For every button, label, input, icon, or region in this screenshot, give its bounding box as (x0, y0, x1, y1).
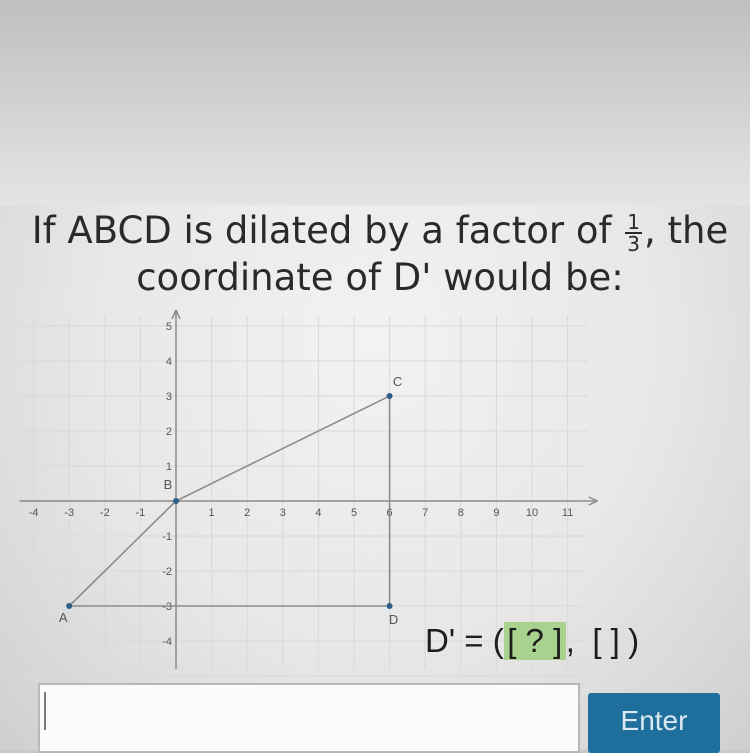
fraction-denominator: 3 (627, 231, 641, 256)
answer-separator: , (565, 622, 585, 659)
x-tick-label: 3 (279, 507, 286, 519)
y-tick-label: 3 (165, 391, 172, 403)
answer-prefix: D' = ( (425, 622, 504, 659)
fraction-numerator: 1 (627, 209, 641, 234)
y-tick-label: 1 (165, 461, 172, 473)
y-tick-label: 5 (165, 321, 172, 333)
y-tick-label: -1 (162, 531, 172, 543)
vertex-label-b: B (163, 477, 173, 492)
y-tick-label: 4 (165, 356, 172, 368)
x-tick-label: 5 (350, 507, 358, 519)
x-tick-label: -3 (64, 507, 75, 519)
vertex-point-b (173, 498, 179, 504)
question-text-after: , the coordinate of D' would be: (136, 209, 729, 299)
x-tick-label: 6 (386, 507, 393, 519)
question-text-before: If ABCD is dilated by a factor of (31, 209, 612, 252)
x-tick-label: 11 (561, 507, 574, 519)
vertex-label-c: C (392, 374, 403, 389)
x-tick-label: 8 (457, 507, 464, 519)
background-band (0, 0, 750, 205)
vertex-point-a (66, 603, 72, 609)
vertex-label-d: D (388, 612, 399, 627)
enter-button[interactable]: Enter (588, 693, 720, 753)
answer-expression (425, 622, 639, 660)
y-tick-label: -2 (162, 566, 172, 578)
x-tick-label: 7 (422, 507, 429, 519)
x-tick-label: -2 (99, 507, 110, 519)
question-text (30, 207, 730, 301)
x-tick-label: 2 (244, 507, 251, 519)
answer-suffix: ) (628, 622, 640, 659)
x-tick-label: 4 (315, 507, 322, 519)
answer-slot-y[interactable]: [ ] (592, 622, 620, 659)
dilation-factor-fraction (625, 209, 642, 256)
answer-slot-x[interactable]: [ ? ] (504, 622, 566, 660)
x-tick-label: 10 (525, 507, 539, 519)
x-tick-label: -4 (28, 507, 39, 519)
x-tick-label: 9 (493, 507, 500, 519)
vertex-point-d (387, 603, 393, 609)
y-tick-label: -3 (162, 601, 172, 613)
text-caret (44, 692, 46, 730)
vertex-label-a: A (58, 610, 68, 625)
answer-input[interactable] (38, 683, 580, 753)
y-tick-label: 2 (165, 426, 172, 438)
x-tick-label: -1 (135, 507, 146, 519)
x-tick-label: 1 (208, 507, 215, 519)
y-tick-label: -4 (162, 636, 172, 648)
vertex-point-c (387, 393, 393, 399)
